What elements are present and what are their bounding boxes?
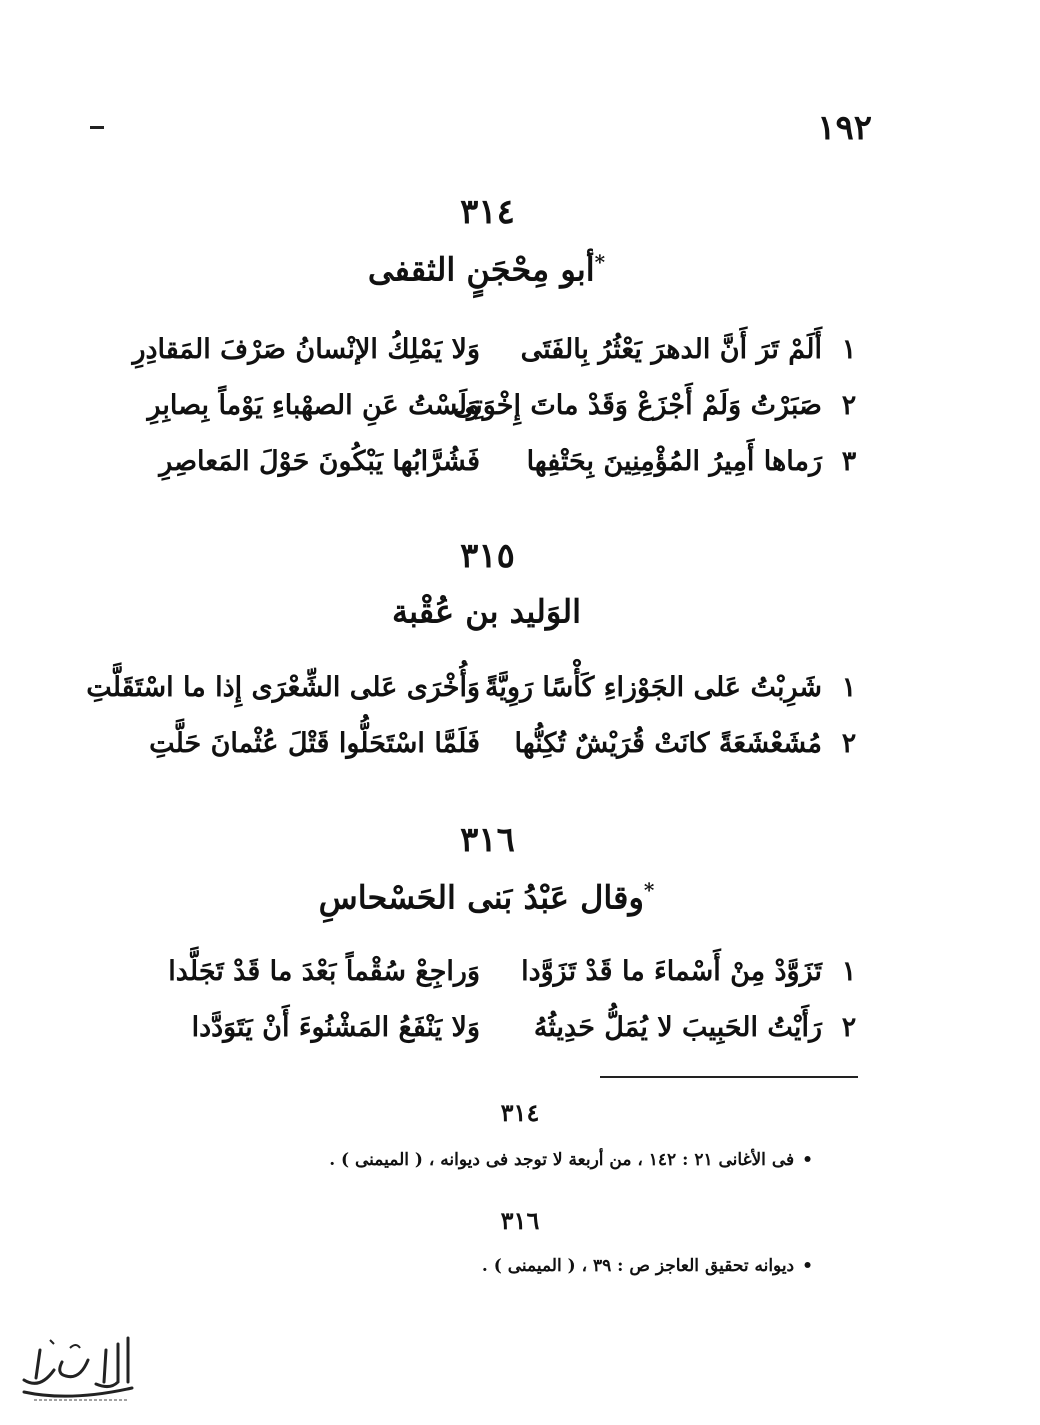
footnote-316 [293,1256,813,1276]
verse-row [149,724,860,770]
bullet-icon: • [802,1150,813,1170]
verse-row [132,330,860,376]
verse-number: ١ [841,956,857,987]
poet-name-text: الوَليد بن عُقْبة [391,592,581,631]
first-hemistich: أَلَمْ تَرَ أَنَّ الدهرَ يَعْثُرُ بِالفَتَى [520,334,822,365]
verse-number: ١ [841,672,857,703]
poet-name-314 [0,250,975,289]
second-hemistich: وَراجِعْ سُقْماً بَعْدَ ما قَدْ تَجَلَّدا [168,956,480,987]
footnote-text: فى الأغانى ٢١ : ١٤٢ ، من أربعة لا توجد فى ديوانه ، ( الميمنى ) . [329,1150,795,1170]
second-hemistich: وَأُخْرَى عَلى الشِّعْرَى إِذا ما اسْتَقَلَّتِ [86,672,480,703]
poet-name-315 [0,592,975,631]
bullet-icon: • [802,1256,813,1276]
poet-name-316 [0,878,975,917]
margin-mark [90,126,104,129]
second-hemistich: وَلا يَنْفَعُ المَشْنُوءَ أَنْ يَتَوَدَّدا [191,1012,480,1043]
page-number: ١٩٢ [817,108,872,148]
verse-number: ١ [841,334,857,365]
verse-number: ٢ [841,390,857,421]
verse-row [160,1008,860,1054]
poem-number-314: ٣١٤ [460,192,515,232]
first-hemistich: رَماها أَمِيرُ المُؤْمِنِينَ بِحَتْفِها [526,446,822,477]
poem-number-315: ٣١٥ [460,536,515,576]
footnote-text: ديوانه تحقيق العاجز ص : ٣٩ ، ( الميمنى ) . [481,1256,795,1276]
verse-number: ٣ [841,446,857,477]
footnote-star: * [594,250,606,274]
poem-number-316: ٣١٦ [460,820,515,860]
second-hemistich: وَلا يَمْلِكُ الإنْسانُ صَرْفَ المَقادِرِ [132,334,480,365]
verse-number: ٢ [841,728,857,759]
first-hemistich: شَرِبْتُ عَلى الجَوْزاءِ كَأْسًا رَوِيَّةً [484,672,822,703]
note-number-314: ٣١٤ [500,1098,540,1127]
poet-name-text: وقال عَبْدُ بَنى الحَسْحاسِ [318,878,644,917]
verse-row [147,386,860,432]
footnote-314 [293,1150,813,1170]
first-hemistich: صَبَرْتُ وَلَمْ أَجْزَعْ وَقَدْ ماتَ إِخْوَتِى [452,390,822,421]
first-hemistich: مُشَعْشَعَةً كانَتْ قُرَيْشٌ تُكِنُّها [514,728,822,759]
second-hemistich: وَلَسْتُ عَنِ الصهْباءِ يَوْماً بِصابِرِ [147,390,480,421]
verse-row [86,668,860,714]
footnote-star: * [643,878,655,902]
poet-name-text: أبو مِحْجَنٍ الثقفى [367,250,595,289]
verse-row [160,952,860,998]
first-hemistich: رَأَيْتُ الحَبِيبَ لا يُمَلُّ حَدِيثُهُ [533,1012,822,1043]
library-stamp-logo [10,1330,145,1410]
verse-number: ٢ [841,1012,857,1043]
first-hemistich: تَزَوَّدْ مِنْ أَسْماءَ ما قَدْ تَزَوَّدا [521,956,822,987]
footnote-separator [600,1076,858,1078]
second-hemistich: فَلَمَّا اسْتَحَلُّوا قَتْلَ عُثْمانَ حَلَّتِ [149,728,480,759]
second-hemistich: فَشُرَّابُها يَبْكُونَ حَوْلَ المَعاصِرِ [159,446,480,477]
note-number-316: ٣١٦ [500,1206,540,1235]
verse-row [160,442,860,488]
